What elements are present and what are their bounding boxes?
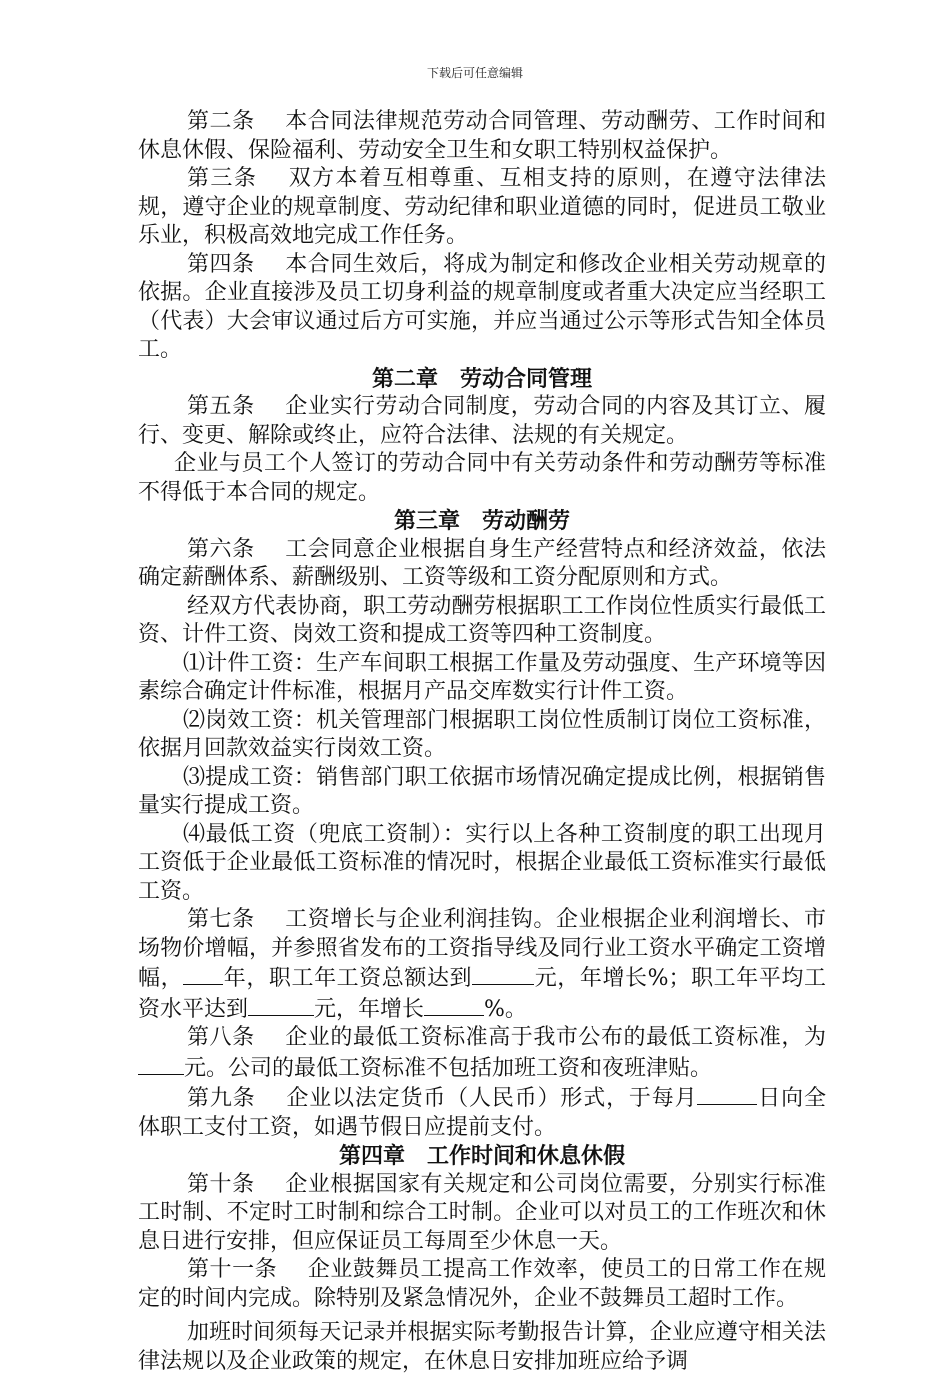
article-number: 第八条 (187, 1025, 255, 1050)
fill-in-blank-pay-day (697, 1083, 757, 1105)
article-number: 第十一条 (187, 1257, 278, 1282)
article-5-paragraph: 企业与员工个人签订的劳动合同中有关劳动条件和劳动酬劳等标准不得低于本合同的规定。 (138, 451, 826, 505)
article-text: 工会同意企业根据自身生产经营特点和经济效益，依法确定薪酬体系、薪酬级别、工资等级和工资分配原则和方式。 (138, 536, 826, 590)
article-number: 第七条 (187, 907, 255, 932)
fill-in-blank-year (183, 963, 223, 985)
fill-in-blank-minimum-wage (138, 1053, 184, 1075)
article-10 (138, 1171, 826, 1257)
article-text: 日向全体职工支付工资，如遇节假日应提前支付。 (138, 1086, 826, 1140)
article-text: 企业实行劳动合同制度，劳动合同的内容及其订立、履行、变更、解除或终止，应符合法律、法规的有关规定。 (138, 394, 826, 448)
article-text: 元，年增长 (534, 966, 648, 991)
article-text: 本合同法律规范劳动合同管理、劳动酬劳、工作时间和休息休假、保险福利、劳动安全卫生和女职工特别权益保护。 (138, 109, 826, 163)
chapter-4-heading: 第四章 工作时间和休息休假 (338, 1143, 625, 1169)
article-number: 第六条 (187, 536, 255, 562)
article-text: 企业以法定货币（人民币）形式，于每月 (285, 1086, 698, 1111)
article-text: 工资增长与企业利润挂钩。企业根据企业利润增长、市场物价增幅，并参照省发布的工资指导线及同行业工资水平确定工资增幅， (138, 907, 826, 991)
article-text: %；职工年平均工资水平达到 (138, 966, 826, 1022)
article-5 (138, 393, 826, 450)
wage-item-4: ⑷最低工资（兜底工资制）：实行以上各种工资制度的职工出现月工资低于企业最低工资标准的情况时，根据企业最低工资标准实行最低工资。 (138, 821, 826, 904)
wage-item-2: ⑵岗效工资：机关管理部门根据职工岗位性质制订岗位工资标准，依据月回款效益实行岗效工资。 (138, 707, 826, 761)
page-header: 下载后可任意编辑 (426, 66, 523, 80)
article-6-paragraph: 经双方代表协商，职工劳动酬劳根据职工工作岗位性质实行最低工资、计件工资、岗效工资和提成工资等四种工资制度。 (138, 593, 826, 647)
article-number: 第九条 (187, 1086, 256, 1111)
article-text: 企业根据国家有关规定和公司岗位需要，分别实行标准工时制、不定时工时制和综合工时制。企业可以对员工的工作班次和休息日进行安排，但应保证员工每周至少休息一天。 (138, 1171, 826, 1254)
fill-in-blank-growth-rate (424, 994, 484, 1016)
fill-in-blank-total-wage (472, 963, 534, 985)
article-text: 企业鼓舞员工提高工作效率，使员工的日常工作在规定的时间内完成。除特别及紧急情况外，企业不鼓舞员工超时工作。 (138, 1257, 826, 1311)
article-text: 双方本着互相尊重、互相支持的原则，在遵守法律法规，遵守企业的规章制度、劳动纪律和职业道德的同时，促进员工敬业乐业，积极高效地完成工作任务。 (138, 166, 826, 248)
article-2 (138, 108, 826, 165)
article-11 (138, 1256, 826, 1313)
article-text: %。 (484, 996, 527, 1022)
chapter-3-heading: 第三章 劳动酬劳 (393, 508, 570, 534)
article-text: 元。公司的最低工资标准不包括加班工资和夜班津贴。 (184, 1055, 713, 1081)
article-6 (138, 536, 826, 593)
article-text: 年，职工年工资总额达到 (223, 966, 473, 991)
article-number: 第三条 (187, 166, 258, 191)
article-text: 企业的最低工资标准高于我市公布的最低工资标准，为 (284, 1025, 826, 1050)
article-number: 第二条 (187, 109, 255, 134)
wage-item-3: ⑶提成工资：销售部门职工依据市场情况确定提成比例，根据销售量实行提成工资。 (138, 764, 826, 818)
chapter-2-heading: 第二章 劳动合同管理 (371, 365, 592, 392)
wage-item-1: ⑴计件工资：生产车间职工根据工作量及劳动强度、生产环境等因素综合确定计件标准，根据月产品交库数实行计件工资。 (138, 650, 826, 704)
article-8 (138, 1024, 826, 1083)
article-4 (138, 251, 826, 365)
article-number: 第四条 (187, 251, 255, 277)
article-7 (138, 906, 826, 1024)
document-body (138, 108, 826, 1376)
article-9 (138, 1083, 826, 1142)
article-number: 第十条 (187, 1171, 255, 1197)
article-number: 第五条 (187, 394, 255, 419)
fill-in-blank-average-wage (248, 994, 314, 1016)
overtime-paragraph: 加班时间须每天记录并根据实际考勤报告计算，企业应遵守相关法律法规以及企业政策的规定，在休息日安排加班应给予调 (138, 1320, 826, 1374)
article-text: 本合同生效后，将成为制定和修改企业相关劳动规章的依据。企业直接涉及员工切身利益的规章制度或者重大决定应当经职工（代表）大会审议通过后方可实施，并应当通过公示等形式告知全体员工。 (138, 251, 826, 362)
article-text: 元，年增长 (314, 996, 425, 1022)
article-3 (138, 165, 826, 251)
